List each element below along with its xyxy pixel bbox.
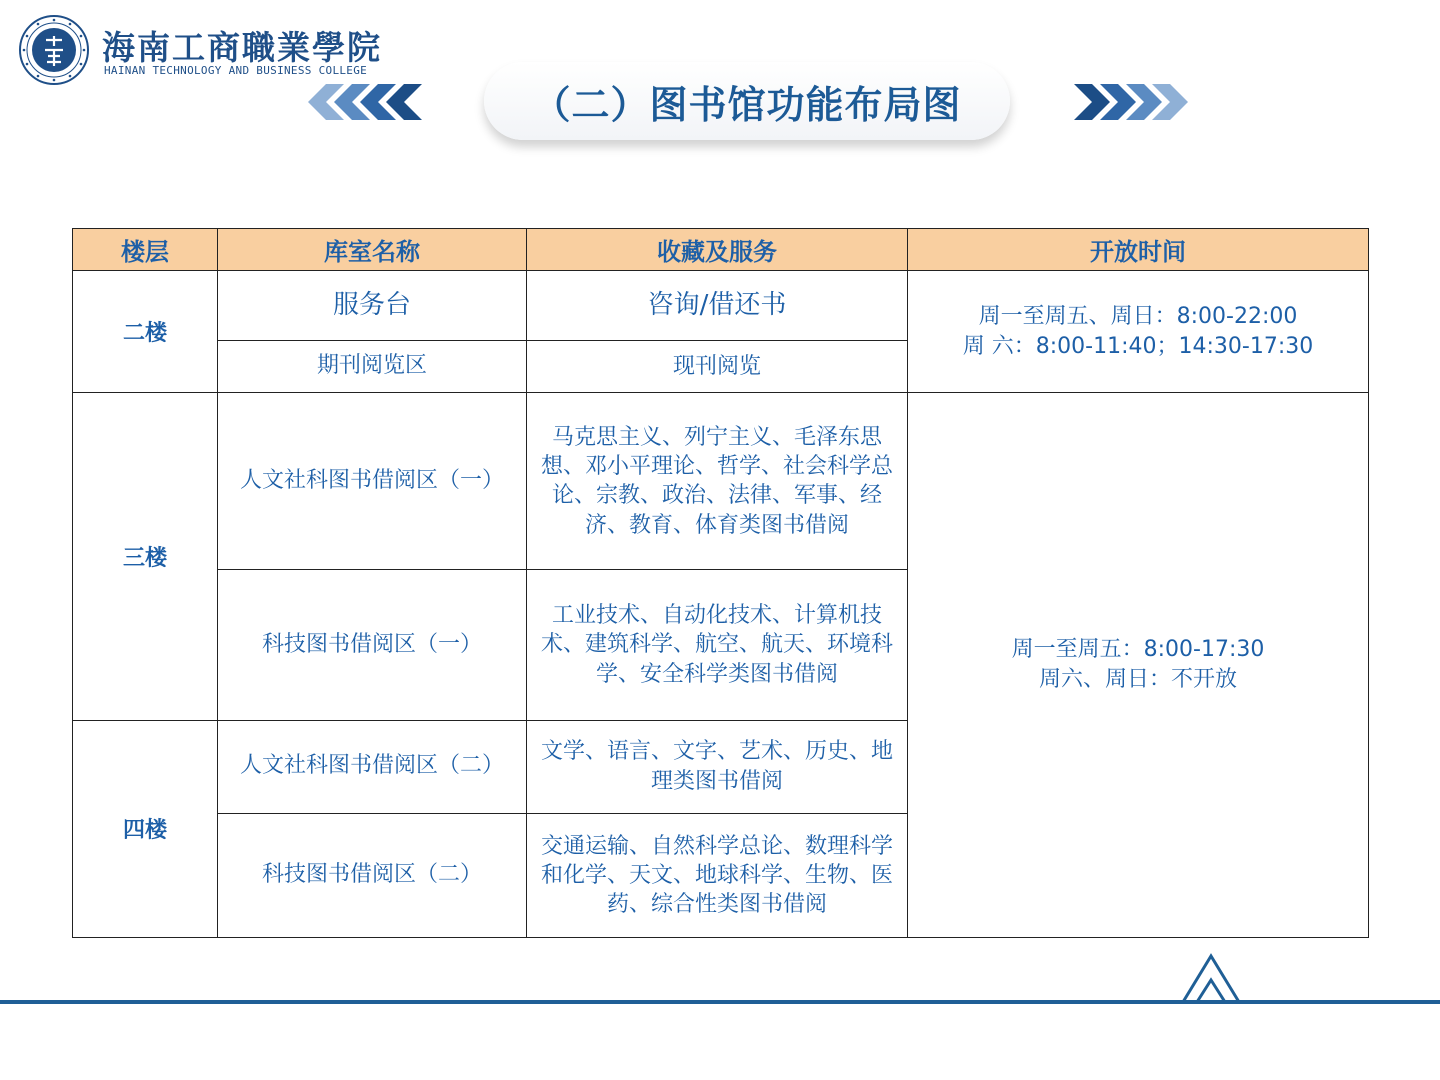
library-layout-table bbox=[72, 228, 1369, 938]
hours-line: 周一至周五：8:00-17:30 bbox=[1011, 637, 1265, 663]
opening-hours-cell bbox=[908, 393, 1369, 938]
room-name-cell: 服务台 bbox=[218, 271, 527, 341]
room-name-cell: 人文社科图书借阅区（二） bbox=[218, 720, 527, 813]
service-cell: 交通运输、自然科学总论、数理科学和化学、天文、地球科学、生物、医药、综合性类图书借阅 bbox=[527, 813, 908, 937]
table-row bbox=[73, 271, 1369, 341]
header-collection-service: 收藏及服务 bbox=[527, 229, 908, 271]
hours-line: 周一至周五、周日：8:00-22:00 bbox=[978, 303, 1298, 329]
college-logo bbox=[18, 12, 382, 88]
page-title: （二）图书馆功能布局图 bbox=[532, 82, 962, 127]
table-row bbox=[73, 393, 1369, 570]
chevrons-right-icon bbox=[1074, 84, 1188, 120]
header-opening-hours: 开放时间 bbox=[908, 229, 1369, 271]
room-name-cell: 期刊阅览区 bbox=[218, 341, 527, 393]
college-seal-icon bbox=[18, 14, 90, 86]
title-banner bbox=[484, 62, 1010, 140]
header-floor: 楼层 bbox=[73, 229, 218, 271]
table-header-row bbox=[73, 229, 1369, 271]
room-name-cell: 科技图书借阅区（一） bbox=[218, 570, 527, 720]
service-cell: 工业技术、自动化技术、计算机技术、建筑科学、航空、航天、环境科学、安全科学类图书借阅 bbox=[527, 570, 908, 720]
college-name-en: HAINAN TECHNOLOGY AND BUSINESS COLLEGE bbox=[104, 64, 368, 77]
header-room-name: 库室名称 bbox=[218, 229, 527, 271]
hours-line: 周 六：8:00-11:40；14:30-17:30 bbox=[962, 333, 1314, 359]
chevrons-left-icon bbox=[308, 84, 422, 120]
service-cell: 马克思主义、列宁主义、毛泽东思想、邓小平理论、哲学、社会科学总论、宗教、政治、法律、军事、经济、教育、体育类图书借阅 bbox=[527, 393, 908, 570]
triangle-decoration-icon bbox=[1180, 952, 1242, 1004]
floor-cell: 三楼 bbox=[73, 393, 218, 720]
hours-line: 周六、周日：不开放 bbox=[1038, 667, 1237, 693]
room-name-cell: 人文社科图书借阅区（一） bbox=[218, 393, 527, 570]
footer-divider bbox=[0, 1000, 1440, 1004]
college-name-cn: 海南工商職業學院 bbox=[102, 28, 382, 67]
service-cell: 现刊阅览 bbox=[527, 341, 908, 393]
opening-hours-cell bbox=[908, 271, 1369, 393]
floor-cell: 四楼 bbox=[73, 720, 218, 937]
service-cell: 咨询/借还书 bbox=[527, 271, 908, 341]
floor-cell: 二楼 bbox=[73, 271, 218, 393]
service-cell: 文学、语言、文字、艺术、历史、地理类图书借阅 bbox=[527, 720, 908, 813]
room-name-cell: 科技图书借阅区（二） bbox=[218, 813, 527, 937]
